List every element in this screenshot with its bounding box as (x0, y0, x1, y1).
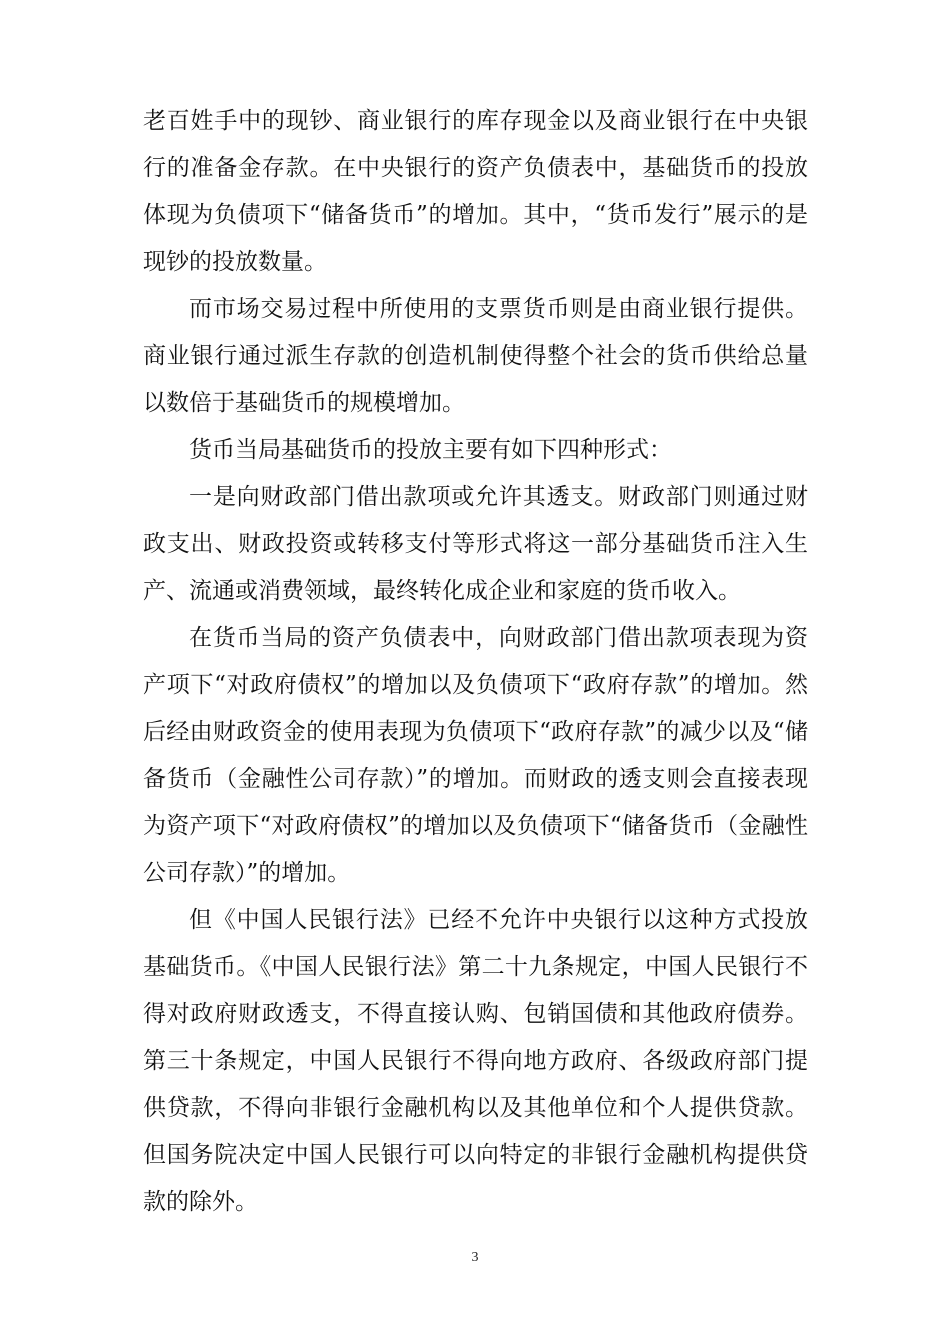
page-number: 3 (471, 1250, 479, 1265)
paragraph-continued: 老百姓手中的现钞、商业银行的库存现金以及商业银行在中央银行的准备金存款。在中央银行的资产负债表中，基础货币的投放体现为负债项下“储备货币”的增加。其中，“货币发行”展示的是现钞的投放数量。 (143, 108, 808, 275)
paragraph: 一是向财政部门借出款项或允许其透支。财政部门则通过财政支出、财政投资或转移支付等形式将这一部分基础货币注入生产、流通或消费领域，最终转化成企业和家庭的货币收入。 (143, 484, 808, 604)
paragraph: 货币当局基础货币的投放主要有如下四种形式： (189, 437, 672, 463)
paragraph: 在货币当局的资产负债表中，向财政部门借出款项表现为资产项下“对政府债权”的增加以及负债项下“政府存款”的增加。然后经由财政资金的使用表现为负债项下“政府存款”的减少以及“储备货币（金融性公司存款）”的增加。而财政的透支则会直接表现为资产项下“对政府债权”的增加以及负债项下“储备货币（金融性公司存款）”的增加。 (143, 625, 808, 886)
paragraph: 而市场交易过程中所使用的支票货币则是由商业银行提供。商业银行通过派生存款的创造机制使得整个社会的货币供给总量以数倍于基础货币的规模增加。 (143, 296, 808, 416)
body-text (143, 98, 808, 1226)
paragraph: 但《中国人民银行法》已经不允许中央银行以这种方式投放基础货币。《中国人民银行法》第二十九条规定，中国人民银行不得对政府财政透支，不得直接认购、包销国债和其他政府债券。第三十条规定，中国人民银行不得向地方政府、各级政府部门提供贷款，不得向非银行金融机构以及其他单位和个人提供贷款。但国务院决定中国人民银行可以向特定的非银行金融机构提供贷款的除外。 (143, 907, 808, 1215)
